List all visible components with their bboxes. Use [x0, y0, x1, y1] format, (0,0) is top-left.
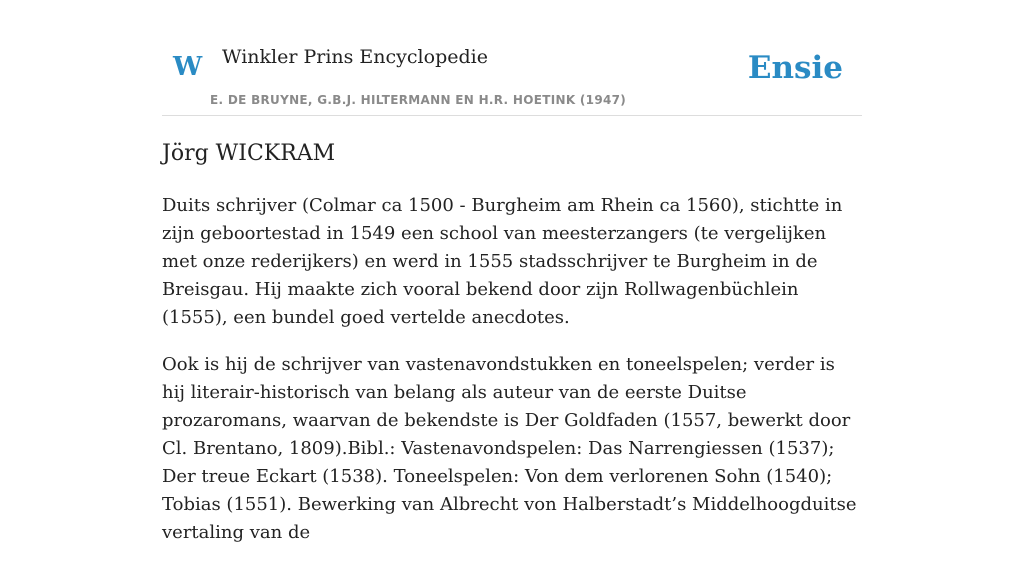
authors-line: E. DE BRUYNE, G.B.J. HILTERMANN EN H.R. HOETINK (1947)	[210, 93, 627, 107]
site-header	[162, 40, 862, 116]
ensie-logo[interactable]: Ensie	[747, 50, 843, 86]
article-paragraph-1: Duits schrijver (Colmar ca 1500 - Burgheim am Rhein ca 1560), stichtte in zijn geboortestad in 1549 een school van meesterzangers (te vergelijken met onze rederijkers) en werd in 1555 stadsschrijver te Burgheim in de Breisgau. Hij maakte zich vooral bekend door zijn Rollwagenbüchlein (1555), een bundel goed vertelde anecdotes.	[162, 195, 843, 328]
article-body	[162, 192, 862, 566]
encyclopedia-title[interactable]: Winkler Prins Encyclopedie	[222, 46, 488, 68]
logo-w-icon[interactable]: W	[173, 52, 203, 82]
article-paragraph-2: Ook is hij de schrijver van vastenavondstukken en toneelspelen; verder is hij literair-historisch van belang als auteur van de eerste Duitse prozaromans, waarvan de bekendste is Der Goldfaden (1557, bewerkt door Cl. Brentano, 1809).Bibl.: Vastenavondspelen: Das Narrengiessen (1537); Der treue Eckart (1538). Toneelspelen: Von dem verlorenen Sohn (1540); Tobias (1551). Bewerking van Albrecht von Halberstadt’s Middelhoogduitse vertaling van de	[162, 354, 857, 543]
article-title: Jörg WICKRAM	[162, 141, 336, 166]
